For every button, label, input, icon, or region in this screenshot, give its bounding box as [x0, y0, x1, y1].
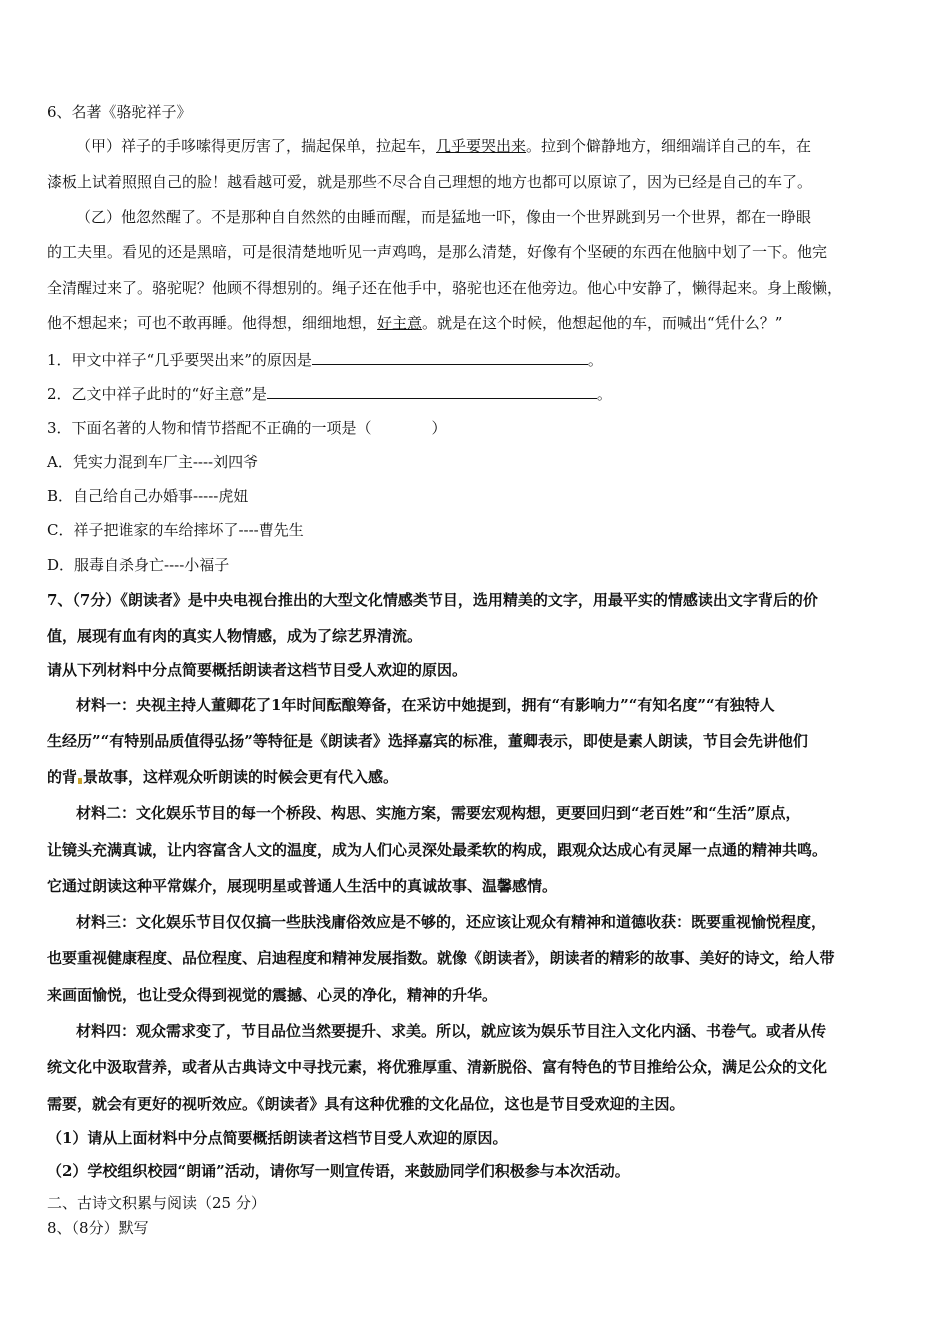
q6-option-b: B．自己给自己办婚事-----虎妞	[47, 487, 249, 505]
q7-material-1-line-3	[47, 767, 907, 787]
q6-yi-underlined: 好主意	[377, 314, 423, 332]
q6-yi-line-2: 的工夫里。看见的还是黑暗，可是很清楚地听见一声鸡鸣，是那么清楚，好像有个坚硬的东西在他脑中划了一下。他完	[47, 243, 828, 261]
q6-yi-line-4	[47, 313, 907, 333]
q6-jia-text-b: 。拉到个僻静地方，细细端详自己的车，在	[526, 137, 812, 155]
q7-material-2-line-2: 让镜头充满真诚，让内容富含人文的温度，成为人们心灵深处最柔软的构成，跟观众达成心有灵犀一点通的精神共鸣。	[47, 841, 828, 859]
cursor-mark-icon	[78, 778, 82, 784]
q6-yi-line-3: 全清醒过来了。骆驼呢？他顾不得想别的。绳子还在他手中，骆驼也还在他旁边。他心中安静了，懒得起来。身上酸懒，	[47, 279, 843, 297]
q6-yi-text-b: 。就是在这个时候，他想起他的车，而喊出“凭什么？”	[422, 314, 783, 332]
q6-sub1-answer-blank[interactable]	[312, 350, 588, 365]
q6-sub3: 3．下面名著的人物和情节搭配不正确的一项是（ ）	[47, 419, 447, 437]
q7-material-1-line-1: 材料一：央视主持人董卿花了1年时间酝酿筹备，在采访中她提到，拥有“有影响力”“有知名度”“有独特人	[76, 696, 775, 714]
q7-material-1-line-2: 生经历”“有特别品质值得弘扬”等特征是《朗读者》选择嘉宾的标准，董卿表示，即使是素人朗读，节目会先讲他们	[47, 732, 808, 750]
q6-yi-line-1: （乙）他忽然醒了。不是那种自自然然的由睡而醒，而是猛地一吓，像由一个世界跳到另一个世界，都在一睁眼	[76, 208, 812, 226]
q7-subquestion-2: （2）学校组织校园“朗诵”活动，请你写一则宣传语，来鼓励同学们积极参与本次活动。	[47, 1162, 630, 1180]
q6-sub2-text: 2．乙文中祥子此时的“好主意”是	[47, 385, 267, 403]
q7-material-3-line-1: 材料三：文化娱乐节目仅仅搞一些肤浅庸俗效应是不够的，还应该让观众有精神和道德收获：既要重视愉悦程度，	[76, 913, 827, 931]
q7-material-3-line-3: 来画面愉悦，也让受众得到视觉的震撼、心灵的净化，精神的升华。	[47, 986, 498, 1004]
q7-material-3-line-2: 也要重视健康程度、品位程度、启迪程度和精神发展指数。就像《朗读者》，朗读者的精彩的故事、美好的诗文，给人带	[47, 949, 835, 967]
q6-sub2-end: 。	[596, 385, 612, 403]
q6-option-c: C．祥子把谁家的车给摔坏了----曹先生	[47, 521, 304, 539]
q6-sub2	[47, 384, 907, 404]
q7-material-4-line-1: 材料四：观众需求变了，节目品位当然要提升、求美。所以，就应该为娱乐节目注入文化内涵、书卷气。或者从传	[76, 1022, 827, 1040]
q8-text: 8、（8分）默写	[47, 1219, 149, 1237]
q7-line-2: 值，展现有血有肉的真实人物情感，成为了综艺界清流。	[47, 627, 423, 645]
q6-sub1	[47, 350, 907, 370]
q7-material-4-line-2: 统文化中汲取营养，或者从古典诗文中寻找元素，将优雅厚重、清新脱俗、富有特色的节目推给公众，满足公众的文化	[47, 1058, 828, 1076]
q7-subquestion-1: （1）请从上面材料中分点简要概括朗读者这档节目受人欢迎的原因。	[47, 1129, 508, 1147]
q6-jia-underlined: 几乎要哭出来	[436, 137, 527, 155]
q7-material-2-line-3: 它通过朗读这种平常媒介，展现明星或普通人生活中的真诚故事、温馨感情。	[47, 877, 558, 895]
q7-material-2-line-1: 材料二：文化娱乐节目的每一个桥段、构思、实施方案，需要宏观构想，更要回归到“老百姓”和“生活”原点，	[76, 804, 801, 822]
q7-line-1: 7、（7分）《朗读者》是中央电视台推出的大型文化情感类节目，选用精美的文字，用最平实的情感读出文字背后的价	[47, 591, 818, 609]
q7-m1-text-b: 景故事，这样观众听朗读的时候会更有代入感。	[83, 768, 399, 786]
q6-jia-text-a: （甲）祥子的手哆嗦得更厉害了，揣起保单，拉起车，	[76, 137, 437, 155]
q6-jia-line-2: 漆板上试着照照自己的脸！越看越可爱，就是那些不尽合自己理想的地方也都可以原谅了，因为已经是自己的车了。	[47, 173, 813, 191]
q6-title: 6、名著《骆驼祥子》	[47, 103, 192, 121]
q6-sub1-end: 。	[587, 351, 603, 369]
q6-yi-text-a: 他不想起来；可也不敢再睡。他得想，细细地想，	[47, 314, 378, 332]
q8-title	[47, 1218, 907, 1238]
q6-sub2-answer-blank[interactable]	[267, 384, 597, 399]
section-2-title: 二、古诗文积累与阅读（25 分）	[47, 1194, 266, 1212]
q6-jia-line-1	[76, 136, 936, 156]
q7-line-3: 请从下列材料中分点简要概括朗读者这档节目受人欢迎的原因。	[47, 661, 468, 679]
q6-sub1-text: 1．甲文中祥子“几乎要哭出来”的原因是	[47, 351, 312, 369]
q6-option-a: A．凭实力混到车厂主----刘四爷	[47, 453, 259, 471]
q7-m1-text-a: 的背	[47, 768, 78, 786]
q6-option-d: D．服毒自杀身亡----小福子	[47, 556, 230, 574]
q7-material-4-line-3: 需要，就会有更好的视听效应。《朗读者》具有这种优雅的文化品位，这也是节目受欢迎的主因。	[47, 1095, 685, 1113]
